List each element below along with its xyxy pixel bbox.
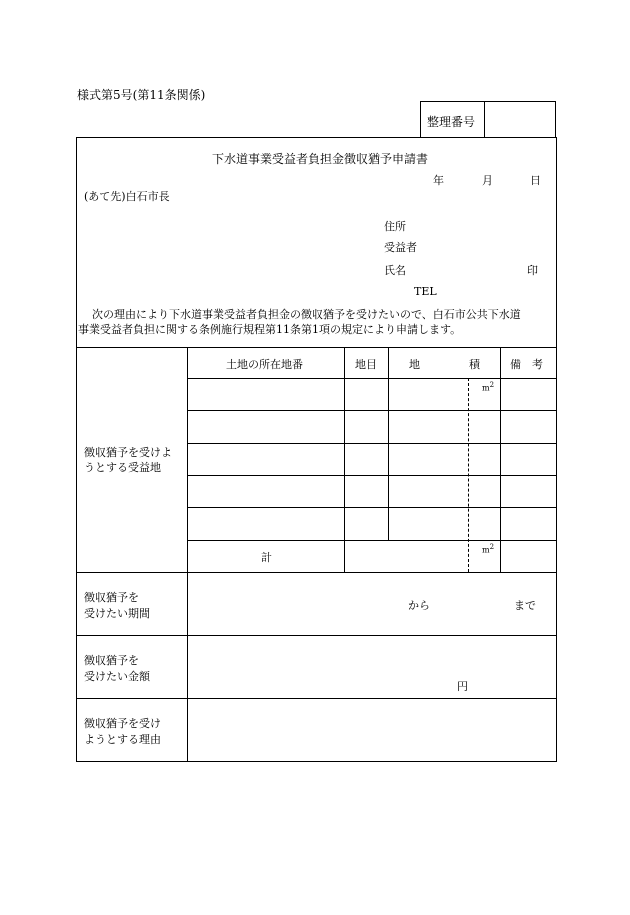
area-unit-total: m2: [482, 543, 495, 555]
amount-label-1: 徴収猶予を: [84, 654, 139, 667]
addressee: (あて先)白石市長: [84, 190, 170, 203]
period-to: まで: [514, 599, 536, 612]
form-code: 様式第5号(第11条関係): [77, 88, 206, 102]
amount-label-2: 受けたい金額: [84, 670, 150, 683]
date-year[interactable]: 年: [433, 174, 444, 187]
column-remarks: 備 考: [510, 358, 543, 371]
period-label-1: 徴収猶予を: [84, 591, 139, 604]
reason-label-2: ようとする理由: [84, 733, 161, 746]
statement-line-2: 事業受益者負担に関する条例施行規程第11条第1項の規定により申請します。: [78, 323, 462, 336]
column-area-2: 積: [469, 358, 480, 371]
area-unit-row1: m2: [482, 381, 495, 393]
date-day[interactable]: 日: [530, 174, 541, 187]
period-from: から: [408, 599, 430, 612]
land-section-label-2: うとする受益地: [84, 461, 161, 474]
column-category: 地目: [355, 358, 377, 371]
form-title: 下水道事業受益者負担金徴収猶予申請書: [212, 152, 429, 166]
total-label: 計: [261, 551, 272, 564]
land-section-label-1: 徴収猶予を受けよ: [84, 446, 172, 459]
statement-line-1: 次の理由により下水道事業受益者負担金の徴収猶予を受けたいので、白石市公共下水道: [92, 308, 521, 321]
column-location: 土地の所在地番: [226, 358, 303, 371]
period-label-2: 受けたい期間: [84, 607, 150, 620]
tel-label: TEL: [414, 285, 437, 298]
date-month[interactable]: 月: [482, 174, 493, 187]
amount-unit: 円: [457, 680, 468, 693]
seal-mark: 印: [527, 264, 538, 277]
reason-label-1: 徴収猶予を受け: [84, 717, 161, 730]
beneficiary-label: 受益者: [384, 241, 417, 254]
name-label: 氏名: [384, 264, 406, 277]
address-label: 住所: [384, 220, 406, 233]
reference-number-label: 整理番号: [427, 115, 476, 129]
column-area-1: 地: [409, 358, 420, 371]
